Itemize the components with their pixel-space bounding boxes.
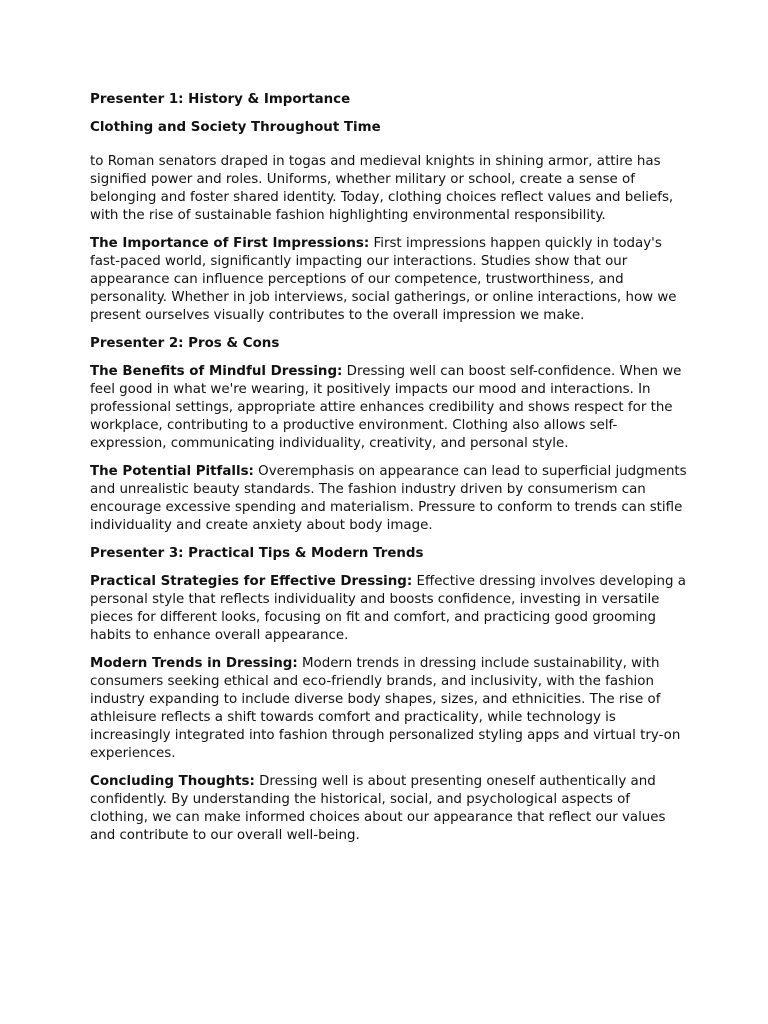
modern-trends-paragraph: [90, 655, 690, 763]
first-impressions-lead: The Importance of First Impressions:: [90, 236, 370, 251]
first-impressions-text: First impressions happen quickly in today's fast-paced world, significantly impacting our interactions. Studies show that our appearance can influence perceptions of our competence, trustworthiness, and personality. Whether in job interviews, social gatherings, or online interactions, how we present ourselves visually contributes to the overall impression we make.: [90, 236, 677, 323]
presenter1-subtitle: Clothing and Society Throughout Time: [90, 120, 381, 135]
pitfalls-paragraph: [90, 463, 690, 535]
pitfalls-text: Overemphasis on appearance can lead to superficial judgments and unrealistic beauty standards. The fashion industry driven by consumerism can encourage excessive spending and materialism. Pressure to conform to trends can stifle individuality and create anxiety about body image.: [90, 464, 687, 533]
concluding-paragraph: [90, 773, 690, 845]
strategies-paragraph: [90, 573, 690, 645]
modern-trends-text: Modern trends in dressing include sustainability, with consumers seeking ethical and eco-friendly brands, and inclusivity, with the fashion industry expanding to include diverse body shapes, sizes, and ethnicities. The rise of athleisure reflects a shift towards comfort and practicality, while technology is increasingly integrated into fashion through personalized styling apps and virtual try-on experiences.: [90, 656, 681, 761]
benefits-text: Dressing well can boost self-confidence. When we feel good in what we're wearing, it positively impacts our mood and interactions. In professional settings, appropriate attire enhances credibility and shows respect for the workplace, contributing to a productive environment. Clothing also allows self-expression, communicating individuality, creativity, and personal style.: [90, 364, 682, 451]
concluding-text: Dressing well is about presenting oneself authentically and confidently. By understanding the historical, social, and psychological aspects of clothing, we can make informed choices about our appearance that reflect our values and contribute to our overall well-being.: [90, 774, 666, 843]
pitfalls-lead: The Potential Pitfalls:: [90, 464, 254, 479]
intro-paragraph: to Roman senators draped in togas and medieval knights in shining armor, attire has signified power and roles. Uniforms, whether military or school, create a sense of belonging and foster shared identity. Today, clothing choices reflect values and beliefs, with the rise of sustainable fashion highlighting environmental responsibility.: [90, 154, 674, 223]
modern-trends-lead: Modern Trends in Dressing:: [90, 656, 298, 671]
presenter1-heading: Presenter 1: History & Importance: [90, 92, 351, 107]
benefits-lead: The Benefits of Mindful Dressing:: [90, 364, 343, 379]
strategies-lead: Practical Strategies for Effective Dressing:: [90, 574, 413, 589]
presenter2-heading: Presenter 2: Pros & Cons: [90, 336, 280, 351]
presenter3-heading: Presenter 3: Practical Tips & Modern Trends: [90, 546, 424, 561]
benefits-paragraph: [90, 363, 690, 453]
document-page: [90, 91, 690, 855]
concluding-lead: Concluding Thoughts:: [90, 774, 255, 789]
strategies-text: Effective dressing involves developing a personal style that reflects individuality and boosts confidence, investing in versatile pieces for different looks, focusing on fit and comfort, and practicing good grooming habits to enhance overall appearance.: [90, 574, 686, 643]
first-impressions-paragraph: [90, 235, 690, 325]
